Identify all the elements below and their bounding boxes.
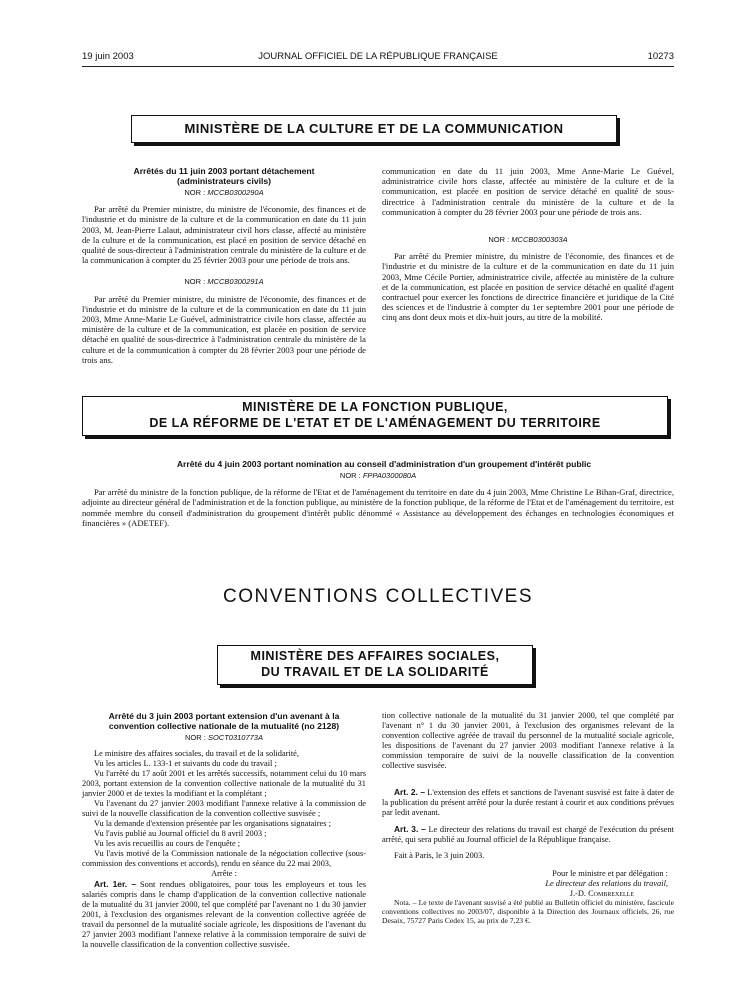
arrete-title: Arrêtés du 11 juin 2003 portant détachement (administrateurs civils): [133, 166, 315, 186]
visa-paragraph: Vu l'avis publié au Journal officiel du 8 avril 2003 ;: [94, 829, 267, 838]
header-date: 19 juin 2003: [82, 51, 134, 62]
article-3: Art. 3. – Le directeur des relations du travail est chargé de l'exécution du présent arrêté, qui sera publié au Journal officiel de la République française.: [382, 824, 675, 844]
visa-paragraph: Vu les articles L. 133-1 et suivants du code du travail ;: [94, 759, 277, 768]
done-at: Fait à Paris, le 3 juin 2003.: [394, 851, 485, 860]
header-journal-title: JOURNAL OFFICIEL DE LA RÉPUBLIQUE FRANÇAISE: [258, 51, 498, 62]
visa-paragraph: Vu l'arrêté du 17 août 2001 et les arrêtés successifs, notamment celui du 10 mars 2003, portant extension de la convention collective nationale de la mutualité du 31 janvier 2000 et de textes la modifiant et la complétant ;: [82, 769, 366, 798]
nor-reference: NOR : FPPA0300080A: [339, 471, 417, 480]
article-2: Art. 2. – L'extension des effets et sanctions de l'avenant susvisé est faite à dater de la publication du présent arrêté pour la durée restant à courir et aux conditions prévues par ledit avenant.: [382, 787, 674, 817]
arrete-title: Arrêté du 3 juin 2003 portant extension d'un avenant à la convention collective nationale de la mutualité (no 2128): [108, 711, 340, 731]
visa-paragraph: Le ministre des affaires sociales, du travail et de la solidarité,: [94, 749, 299, 758]
nota: Nota. – Le texte de l'avenant susvisé a été publié au Bulletin officiel du ministère, fascicule conventions collectives no 2003/07, disponible à la Direction des Journaux officiels, 26, rue Desaix, 75727 Paris Cedex 15, au prix de 7,23 €.: [382, 898, 674, 925]
article-1: Art. 1er. – Sont rendues obligatoires, pour tous les employeurs et tous les salariés compris dans le champ d'application de la convention collective nationale de la mutualité du 31 janvier 2000, tel que complété par l'avenant no 1 du 30 janvier 2001, à l'exclusion des organismes relevant de la convention collective agréée de travail du personnel de la mutualité sociale agricole, les dispositions de l'avenant du 27 janvier 2003 modifiant l'annexe relative à la commission temporaire de suivi de la nouvelle classification de la convention collective susvisée.: [82, 879, 366, 949]
section-fonction-publique: [82, 459, 674, 528]
arrete-title: Arrêté du 4 juin 2003 portant nomination au conseil d'administration d'un groupement d'intérêt public: [176, 459, 592, 469]
visa-paragraph: Vu l'avenant du 27 janvier 2003 modifiant l'annexe relative à la commission de suivi de la nouvelle classification de la convention collective susvisée ;: [82, 799, 366, 818]
visa-paragraph: Vu les avis recueillis au cours de l'enquête ;: [94, 839, 241, 848]
paragraph: Par arrêté du Premier ministre, du ministre de l'économie, des finances et de l'industrie et du ministre de la culture et de la communication en date du 11 juin 2003, M. Jean-Pierre Lalaut, administrateur civil hors classe, affecté au ministère de la culture et de la communication, est placé en position de service détaché en qualité de sous-directeur à l'administration centrale du ministère de la culture et de la communication à compter du 25 février 2003 pour une période de trois ans.: [82, 204, 366, 266]
nor-reference: NOR : SOCT0310773A: [185, 733, 263, 742]
header-page-number: 10273: [647, 51, 674, 62]
ministry-box-affaires-sociales: [217, 645, 533, 685]
column-left-conventions: [82, 711, 366, 949]
ministry-title-line1: MINISTÈRE DES AFFAIRES SOCIALES,: [250, 649, 500, 663]
nor-reference: NOR : MCCB0300303A: [488, 235, 568, 244]
column-left-culture: [82, 166, 366, 365]
nor-reference: NOR : MCCB0300291A: [184, 277, 264, 287]
paragraph: Par arrêté du Premier ministre, du ministre de l'économie, des finances et de l'industrie et du ministre de la culture et de la communication en date du 11 juin 2003, Mme Anne-Marie Le Guével, administratrice civile hors classe, affectée au ministère de la culture et de la communication, est placée en position de service détaché en qualité de sous-directrice à l'administration centrale du ministère de la culture et de la communication à compter du 28 février 2003 pour une période de trois ans.: [82, 293, 366, 365]
page-header: [82, 51, 674, 65]
signature-line2: Le directeur des relations du travail,: [545, 879, 668, 888]
visa-paragraph: Vu l'avis motivé de la Commission nationale de la négociation collective (sous-commission des conventions et accords), rendu en séance du 22 mai 2003,: [82, 849, 366, 868]
ministry-box-culture: [131, 115, 617, 143]
visa-list: [82, 749, 366, 879]
paragraph: Par arrêté du ministre de la fonction publique, de la réforme de l'Etat et de l'aménagement du territoire en date du 4 juin 2003, Mme Christine Le Bihan-Graf, directrice, adjointe au directeur général de l'administration et de la fonction publique, au ministère de la fonction publique, de la réforme de l'Etat et de l'aménagement du territoire, est nommée membre du conseil d'administration du groupement d'intérêt public dénommé « Assistance au développement des échanges en technologies économiques et financières » (ADETEF).: [82, 487, 674, 528]
ministry-title: MINISTÈRE DE LA CULTURE ET DE LA COMMUNICATION: [184, 121, 564, 136]
section-heading: CONVENTIONS COLLECTIVES: [222, 586, 534, 607]
ministry-title-line1: MINISTÈRE DE LA FONCTION PUBLIQUE,: [242, 400, 508, 414]
nor-reference: NOR : MCCB0300290A: [184, 188, 264, 197]
signature-line1: Pour le ministre et par délégation :: [552, 869, 668, 878]
paragraph-continued: communication en date du 11 juin 2003, Mme Anne-Marie Le Guével, administratrice civile hors classe, affectée au ministère de la culture et de la communication, est placée en position de service détaché en qualité de sous-directrice à l'administration centrale du ministère de la culture et de la communication à compter du 28 février 2003 pour une période de trois ans.: [382, 166, 674, 217]
header-rule: [82, 66, 674, 67]
column-right-conventions: [382, 711, 674, 925]
column-right-culture: [382, 166, 674, 323]
paragraph: Par arrêté du Premier ministre, du ministre de l'économie, des finances et de l'industrie et du ministre de la culture et de la communication en date du 11 juin 2003, Mme Cécile Portier, administratrice civile, affectée au ministère de la culture et de la communication, est placée en position de service détaché en qualité d'agent contractuel pour exercer les fonctions de directrice financière et juridique de la Cité des sciences et de l'industrie à compter du 1er septembre 2001 pour une période de cinq ans dont deux mois et dix-huit jours, au titre de la mobilité.: [382, 251, 674, 323]
visa-paragraph: Vu la demande d'extension présentée par les organisations signataires ;: [94, 819, 331, 828]
ministry-box-fonction-publique: [82, 396, 668, 436]
signature-name: J.-D. Combrexelle: [569, 889, 634, 898]
ministry-title-line2: DE LA RÉFORME DE L'ETAT ET DE L'AMÉNAGEMENT DU TERRITOIRE: [149, 416, 601, 430]
article-1-continued: tion collective nationale de la mutualité du 31 janvier 2000, tel que complété par l'avenant n° 1 du 30 janvier 2001, à l'exclusion des organismes relevant de la convention collective agréée de travail du personnel de la mutualité sociale agricole, les dispositions de l'avenant du 27 janvier 2003 modifiant l'annexe relative à la commission temporaire de suivi de la nouvelle classification de la convention collective susvisée.: [382, 711, 674, 770]
visa-paragraph: Arrête :: [211, 869, 237, 878]
ministry-title-line2: DU TRAVAIL ET DE LA SOLIDARITÉ: [261, 665, 489, 679]
